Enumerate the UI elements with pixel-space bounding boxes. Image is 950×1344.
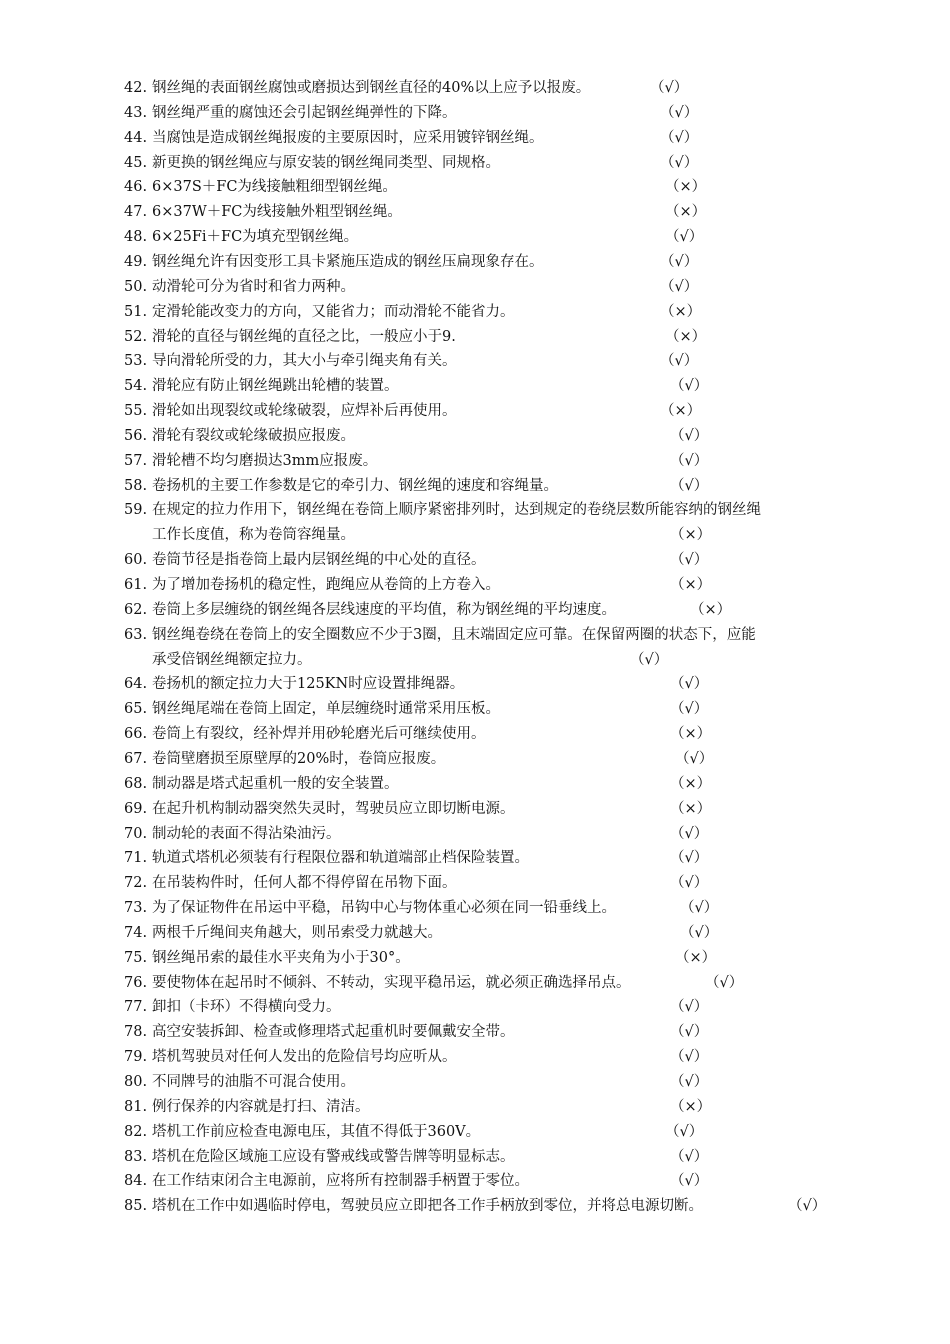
question-item: [124, 1020, 864, 1045]
question-text: 塔机在工作中如遇临时停电，驾驶员应立即把各工作手柄放到零位，并将总电源切断。: [152, 1198, 703, 1215]
question-item: [124, 175, 864, 200]
answer-mark: （√）: [705, 974, 744, 991]
question-number: 64.: [124, 676, 148, 693]
answer-mark: （√）: [670, 427, 709, 444]
answer-mark: （√）: [670, 1074, 709, 1090]
question-text: 塔机在危险区域施工应设有警戒线或警告牌等明显标志。: [152, 1148, 515, 1165]
question-number: 77.: [124, 999, 148, 1016]
answer-mark: （√）: [670, 676, 709, 693]
answer-mark: （√）: [670, 825, 709, 842]
question-number: 82.: [124, 1123, 148, 1140]
question-number: 85.: [124, 1198, 148, 1215]
answer-mark: （√）: [788, 1198, 827, 1215]
question-item: [124, 1120, 864, 1145]
question-number: 76.: [124, 974, 148, 991]
question-text: 为了增加卷扬机的稳定性，跑绳应从卷筒的上方卷入。: [152, 577, 500, 593]
question-item: [124, 1169, 864, 1194]
answer-mark: （√）: [660, 353, 699, 370]
question-text: 在吊装构件时，任何人都不得停留在吊物下面。: [152, 875, 457, 892]
answer-mark: （×）: [670, 1098, 712, 1115]
question-text: 滑轮槽不均匀磨损达3mm应报废。: [152, 452, 378, 469]
question-text: 滑轮的直径与钢丝绳的直径之比，一般应小于9.: [152, 328, 456, 345]
question-number: 69.: [124, 800, 148, 817]
question-number: 53.: [124, 353, 148, 370]
answer-mark: （×）: [665, 328, 707, 345]
question-item: [124, 399, 864, 424]
question-item: [124, 722, 864, 747]
question-item: [124, 225, 864, 250]
question-text: 当腐蚀是造成钢丝绳报废的主要原因时，应采用镀锌钢丝绳。: [152, 129, 544, 146]
question-number: 81.: [124, 1098, 148, 1115]
question-text: 滑轮应有防止钢丝绳跳出轮槽的装置。: [152, 378, 399, 395]
answer-mark: （×）: [670, 775, 712, 792]
question-number: 72.: [124, 875, 148, 892]
answer-mark: （√）: [670, 850, 709, 867]
question-item: [124, 424, 864, 449]
question-number: 49.: [124, 253, 148, 270]
question-number: 74.: [124, 924, 148, 941]
question-text: 滑轮有裂纹或轮缘破损应报废。: [152, 427, 355, 444]
question-item: [124, 797, 864, 822]
answer-mark: （√）: [670, 1049, 709, 1066]
question-text: 滑轮如出现裂纹或轮缘破裂，应焊补后再使用。: [152, 403, 457, 420]
question-number: 47.: [124, 204, 148, 221]
question-text: 新更换的钢丝绳应与原安装的钢丝绳同类型、同规格。: [152, 154, 500, 171]
question-item: [124, 1194, 864, 1219]
question-item: [124, 349, 864, 374]
question-number: 66.: [124, 726, 148, 743]
answer-mark: （×）: [670, 726, 712, 743]
question-item: [124, 623, 864, 673]
question-item: [124, 1070, 864, 1095]
answer-mark: （√）: [670, 1173, 709, 1190]
question-item: [124, 498, 864, 548]
answer-mark: （√）: [670, 875, 709, 892]
question-text: 在工作结束闭合主电源前，应将所有控制器手柄置于零位。: [152, 1173, 529, 1190]
question-text: 制动器是塔式起重机一般的安全装置。: [152, 775, 399, 792]
question-text: 高空安装拆卸、检查或修理塔式起重机时要佩戴安全带。: [152, 1024, 515, 1041]
question-text: 钢丝绳吊索的最佳水平夹角为小于30°。: [152, 949, 410, 966]
answer-mark: （√）: [680, 900, 719, 917]
question-item: [124, 598, 864, 623]
question-item: [124, 449, 864, 474]
question-number: 42.: [124, 80, 148, 96]
question-item: [124, 374, 864, 399]
question-item: [124, 1145, 864, 1170]
question-text: 塔机驾驶员对任何人发出的危险信号均应听从。: [152, 1049, 457, 1066]
question-number: 57.: [124, 452, 148, 469]
question-number: 84.: [124, 1173, 148, 1190]
answer-mark: （×）: [670, 577, 712, 593]
question-number: 60.: [124, 552, 148, 569]
question-item: [124, 846, 864, 871]
question-number: 80.: [124, 1074, 148, 1090]
question-item: [124, 697, 864, 722]
answer-mark: （×）: [665, 204, 707, 221]
answer-mark: （×）: [670, 527, 712, 544]
question-item: [124, 1095, 864, 1120]
question-number: 70.: [124, 825, 148, 842]
question-item: [124, 126, 864, 151]
question-number: 68.: [124, 775, 148, 792]
answer-mark: （√）: [670, 452, 709, 469]
question-number: 50.: [124, 278, 148, 295]
answer-mark: （×）: [690, 601, 732, 618]
question-number: 55.: [124, 403, 148, 420]
question-text: 卷筒上多层缠绕的钢丝绳各层线速度的平均值，称为钢丝绳的平均速度。: [152, 601, 616, 618]
question-item: [124, 921, 864, 946]
question-number: 67.: [124, 750, 148, 767]
answer-mark: （√）: [675, 750, 714, 767]
answer-mark: （×）: [665, 179, 707, 196]
question-item: [124, 250, 864, 275]
question-number: 73.: [124, 900, 148, 917]
question-item: [124, 548, 864, 573]
question-number: 83.: [124, 1148, 148, 1165]
question-text: 6×37S＋FC为线接触粗细型钢丝绳。: [152, 179, 397, 196]
answer-mark: （√）: [665, 1123, 704, 1140]
question-item: [124, 101, 864, 126]
question-text: 钢丝绳卷绕在卷筒上的安全圈数应不少于3圈，且末端固定应可靠。在保留两圈的状态下，应能: [152, 626, 756, 643]
question-text: 卷扬机的额定拉力大于125KN时应设置排绳器。: [152, 676, 465, 693]
question-item: [124, 995, 864, 1020]
answer-mark: （√）: [630, 651, 669, 668]
question-item: [124, 275, 864, 300]
question-text: 卸扣（卡环）不得横向受力。: [152, 999, 341, 1016]
question-text: 例行保养的内容就是打扫、清洁。: [152, 1098, 370, 1115]
question-text: 不同牌号的油脂不可混合使用。: [152, 1074, 355, 1090]
answer-mark: （×）: [675, 949, 717, 966]
question-text: 塔机工作前应检查电源电压，其值不得低于360V。: [152, 1123, 481, 1140]
question-item: [124, 300, 864, 325]
question-number: 52.: [124, 328, 148, 345]
question-number: 51.: [124, 303, 148, 320]
question-number: 44.: [124, 129, 148, 146]
question-text: 两根千斤绳间夹角越大，则吊索受力就越大。: [152, 924, 442, 941]
question-number: 71.: [124, 850, 148, 867]
question-number: 45.: [124, 154, 148, 171]
question-number: 78.: [124, 1024, 148, 1041]
question-number: 79.: [124, 1049, 148, 1066]
question-text: 卷筒上有裂纹，经补焊并用砂轮磨光后可继续使用。: [152, 726, 486, 743]
question-number: 46.: [124, 179, 148, 196]
question-text: 定滑轮能改变力的方向，又能省力；而动滑轮不能省力。: [152, 303, 515, 320]
question-item: [124, 871, 864, 896]
question-number: 65.: [124, 701, 148, 718]
question-item: [124, 1045, 864, 1070]
question-item: [124, 76, 864, 101]
question-text: 6×25Fi＋FC为填充型钢丝绳。: [152, 229, 359, 246]
question-text: 在起升机构制动器突然失灵时，驾驶员应立即切断电源。: [152, 800, 515, 817]
question-text: 为了保证物件在吊运中平稳，吊钩中心与物体重心必须在同一铅垂线上。: [152, 900, 616, 917]
question-text: 轨道式塔机必须装有行程限位器和轨道端部止档保险装置。: [152, 850, 529, 867]
answer-mark: （√）: [670, 552, 709, 569]
answer-mark: （√）: [660, 253, 699, 270]
answer-mark: （√）: [650, 80, 689, 96]
question-item: [124, 896, 864, 921]
answer-mark: （√）: [670, 701, 709, 718]
question-text-continuation: 承受倍钢丝绳额定拉力。: [152, 651, 312, 668]
question-text: 钢丝绳尾端在卷筒上固定，单层缠绕时通常采用压板。: [152, 701, 500, 718]
question-text: 在规定的拉力作用下，钢丝绳在卷筒上顺序紧密排列时，达到规定的卷绕层数所能容纳的钢丝绳: [152, 502, 761, 519]
question-text: 要使物体在起吊时不倾斜、不转动，实现平稳吊运，就必须正确选择吊点。: [152, 974, 631, 991]
question-text: 钢丝绳的表面钢丝腐蚀或磨损达到钢丝直径的40%以上应予以报废。: [152, 80, 591, 96]
answer-mark: （√）: [670, 378, 709, 395]
answer-mark: （×）: [660, 303, 702, 320]
question-item: [124, 325, 864, 350]
question-number: 48.: [124, 229, 148, 246]
question-item: [124, 573, 864, 598]
answer-mark: （√）: [670, 1024, 709, 1041]
question-number: 58.: [124, 477, 148, 494]
answer-mark: （√）: [680, 924, 719, 941]
question-text: 卷筒节径是指卷筒上最内层钢丝绳的中心处的直径。: [152, 552, 486, 569]
question-number: 56.: [124, 427, 148, 444]
answer-mark: （√）: [660, 104, 699, 121]
question-item: [124, 946, 864, 971]
question-text: 卷扬机的主要工作参数是它的牵引力、钢丝绳的速度和容绳量。: [152, 477, 558, 494]
question-item: [124, 822, 864, 847]
question-item: [124, 971, 864, 996]
answer-mark: （√）: [670, 477, 709, 494]
question-number: 61.: [124, 577, 148, 593]
question-item: [124, 772, 864, 797]
question-number: 43.: [124, 104, 148, 121]
question-number: 59.: [124, 502, 148, 519]
question-text: 6×37W＋FC为线接触外粗型钢丝绳。: [152, 204, 402, 221]
question-text: 导向滑轮所受的力，其大小与牵引绳夹角有关。: [152, 353, 457, 370]
question-item: [124, 474, 864, 499]
answer-mark: （×）: [660, 403, 702, 420]
question-text: 钢丝绳允许有因变形工具卡紧施压造成的钢丝压扁现象存在。: [152, 253, 544, 270]
answer-mark: （√）: [670, 1148, 709, 1165]
answer-mark: （√）: [670, 999, 709, 1016]
question-number: 54.: [124, 378, 148, 395]
question-text: 动滑轮可分为省时和省力两种。: [152, 278, 355, 295]
question-item: [124, 151, 864, 176]
answer-mark: （√）: [660, 278, 699, 295]
question-text: 制动轮的表面不得沾染油污。: [152, 825, 341, 842]
answer-mark: （×）: [670, 800, 712, 817]
answer-mark: （√）: [665, 229, 704, 246]
question-item: [124, 672, 864, 697]
question-text: 卷筒壁磨损至原壁厚的20%时，卷筒应报废。: [152, 750, 446, 767]
question-text: 钢丝绳严重的腐蚀还会引起钢丝绳弹性的下降。: [152, 104, 457, 121]
question-number: 75.: [124, 949, 148, 966]
question-item: [124, 747, 864, 772]
answer-mark: （√）: [660, 154, 699, 171]
question-item: [124, 200, 864, 225]
question-number: 62.: [124, 601, 148, 618]
question-text-continuation: 工作长度值，称为卷筒容绳量。: [152, 527, 355, 544]
answer-mark: （√）: [660, 129, 699, 146]
question-number: 63.: [124, 626, 148, 643]
